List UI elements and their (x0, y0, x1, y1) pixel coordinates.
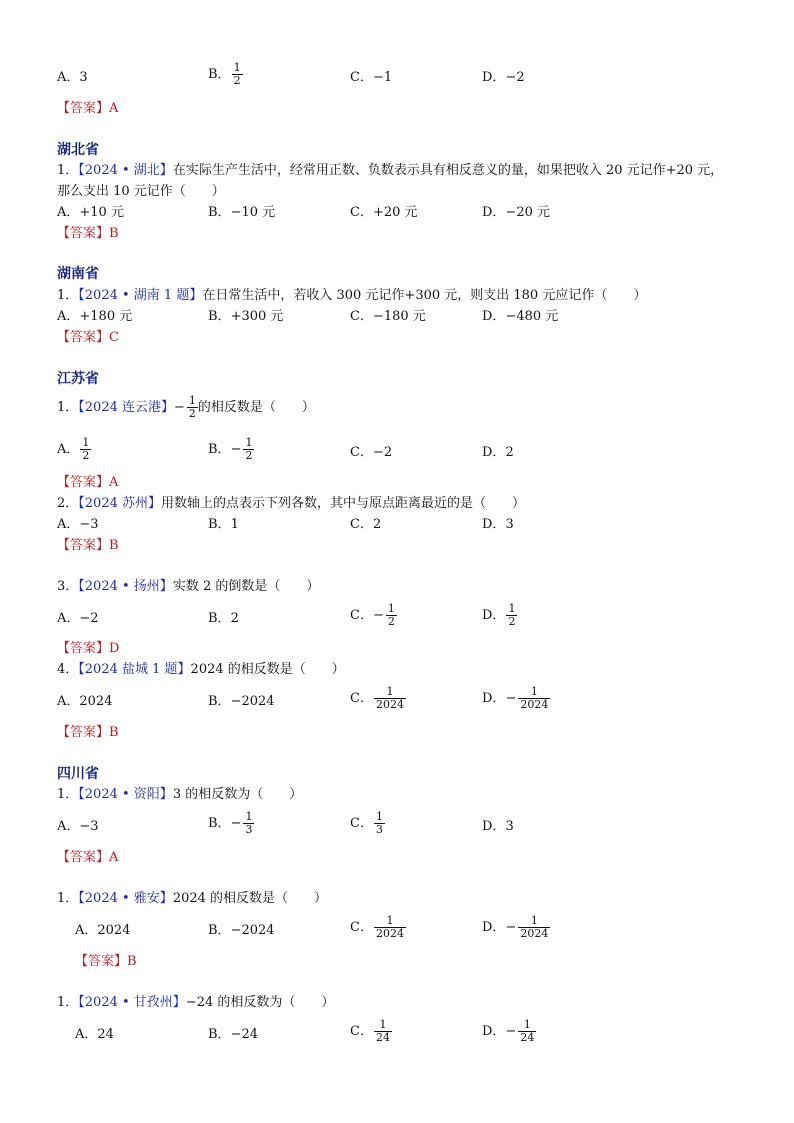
question-stem: 1．【2024 连云港】− $\frac{1}{2}$ 的相反数是（ ） (57, 394, 315, 420)
fraction: $\frac{1}{2}$ (82, 436, 90, 462)
option-d: D． $\frac{1}{2}$ (482, 602, 516, 628)
fraction: $\frac{1}{2}$ (188, 394, 196, 420)
option-b: B．2 (208, 611, 239, 626)
option-a: A．−3 (57, 517, 99, 532)
fraction: $\frac{1}{24}$ (375, 1018, 390, 1044)
question-stem: 1．【2024 • 甘孜州】−24 的相反数为（ ） (57, 995, 335, 1010)
question-stem: 1．【2024 • 资阳】3 的相反数为（ ） (57, 787, 303, 802)
section-heading-hunan: 湖南省 (57, 266, 99, 282)
option-c: C． $\frac{1}{24}$ (350, 1018, 390, 1044)
source-tag: 【2024 • 甘孜州】 (78, 995, 186, 1010)
fraction: $\frac{1}{2024}$ (375, 685, 404, 711)
fraction: $\frac{1}{24}$ (520, 1018, 535, 1044)
source-tag: 【2024 • 雅安】 (78, 891, 173, 906)
option-d: D．−2 (482, 70, 525, 85)
option-d: D．− $\frac{1}{2024}$ (482, 685, 549, 711)
option-c: C． $\frac{1}{2024}$ (350, 685, 404, 711)
option-a: A．−3 (57, 819, 99, 834)
question-stem: 1．【2024 • 雅安】2024 的相反数是（ ） (57, 891, 328, 906)
option-a: A．24 (75, 1027, 114, 1042)
source-tag: 【2024 • 扬州】 (78, 579, 173, 594)
option-a: A． $\frac{1}{2}$ (57, 436, 90, 462)
fraction: $\frac{1}{2}$ (387, 602, 395, 628)
answer: 【答案】A (57, 850, 119, 865)
option-d: D．− $\frac{1}{2024}$ (482, 914, 549, 940)
option-a: A．−2 (57, 611, 99, 626)
option-a: A．3 (57, 70, 88, 85)
fraction: $\frac{1}{3}$ (375, 810, 383, 836)
fraction: $\frac{1}{2024}$ (520, 685, 549, 711)
source-tag: 【2024 苏州】 (78, 496, 161, 511)
option-c: C．−180 元 (350, 309, 426, 324)
answer: 【答案】B (57, 226, 119, 241)
answer: 【答案】B (57, 725, 119, 740)
option-b: B．−2024 (208, 923, 275, 938)
answer: 【答案】A (57, 475, 119, 490)
source-tag: 【2024 • 资阳】 (78, 787, 173, 802)
option-b: B．− $\frac{1}{3}$ (208, 810, 253, 836)
option-a: A．2024 (57, 694, 113, 709)
section-heading-sichuan: 四川省 (57, 766, 99, 782)
source-tag: 【2024 • 湖南 1 题】 (78, 288, 203, 303)
source-tag: 【2024 连云港】 (78, 400, 174, 415)
option-b: B． $\frac{1}{2}$ (208, 61, 241, 87)
question-stem: 3．【2024 • 扬州】实数 2 的倒数是（ ） (57, 579, 320, 594)
option-b: B．+300 元 (208, 309, 284, 324)
option-c: C．2 (350, 517, 382, 532)
question-stem-line2: 那么支出 10 元记作（ ） (57, 184, 225, 199)
option-d: D．2 (482, 445, 514, 460)
option-c: C．− $\frac{1}{2}$ (350, 602, 395, 628)
option-c: C．−2 (350, 445, 393, 460)
fraction: $\frac{1}{2}$ (508, 602, 516, 628)
answer: 【答案】A (57, 101, 119, 116)
option-d: D．−20 元 (482, 205, 551, 220)
fraction: $\frac{1}{2024}$ (375, 914, 404, 940)
option-c: C．+20 元 (350, 205, 418, 220)
option-b: B．−10 元 (208, 205, 276, 220)
option-c: C． $\frac{1}{2024}$ (350, 914, 404, 940)
option-b: B．−24 (208, 1027, 258, 1042)
fraction: $\frac{1}{2024}$ (520, 914, 549, 940)
source-tag: 【2024 盐城 1 题】 (78, 662, 191, 677)
option-d: D．−480 元 (482, 309, 559, 324)
option-c: C． $\frac{1}{3}$ (350, 810, 383, 836)
option-b: B．−2024 (208, 694, 275, 709)
section-heading-hubei: 湖北省 (57, 142, 99, 158)
answer: 【答案】B (57, 538, 119, 553)
option-d: D．− $\frac{1}{24}$ (482, 1018, 535, 1044)
question-stem: 4．【2024 盐城 1 题】2024 的相反数是（ ） (57, 662, 345, 677)
question-stem: 2．【2024 苏州】用数轴上的点表示下列各数，其中与原点距离最近的是（ ） (57, 496, 526, 511)
question-stem: 1．【2024 • 湖北】在实际生产生活中，经常用正数、负数表示具有相反意义的量，如果把收入 20 元记作+20 元， (57, 163, 724, 178)
option-d: D．3 (482, 517, 514, 532)
question-stem: 1．【2024 • 湖南 1 题】在日常生活中，若收入 300 元记作+300 元，则支出 180 元应记作（ ） (57, 288, 647, 303)
source-tag: 【2024 • 湖北】 (78, 163, 173, 178)
option-b: B．− $\frac{1}{2}$ (208, 436, 253, 462)
fraction: $\frac{1}{2}$ (245, 436, 253, 462)
section-heading-jiangsu: 江苏省 (57, 371, 99, 387)
option-d: D．3 (482, 819, 514, 834)
fraction: $\frac{1}{3}$ (245, 810, 253, 836)
option-a: A．2024 (75, 923, 131, 938)
answer: 【答案】B (75, 954, 137, 969)
option-a: A．+180 元 (57, 309, 133, 324)
option-c: C．−1 (350, 70, 393, 85)
option-b: B．1 (208, 517, 239, 532)
option-a: A．+10 元 (57, 205, 124, 220)
answer: 【答案】D (57, 641, 120, 656)
fraction: $\frac{1}{2}$ (233, 61, 241, 87)
answer: 【答案】C (57, 330, 119, 345)
